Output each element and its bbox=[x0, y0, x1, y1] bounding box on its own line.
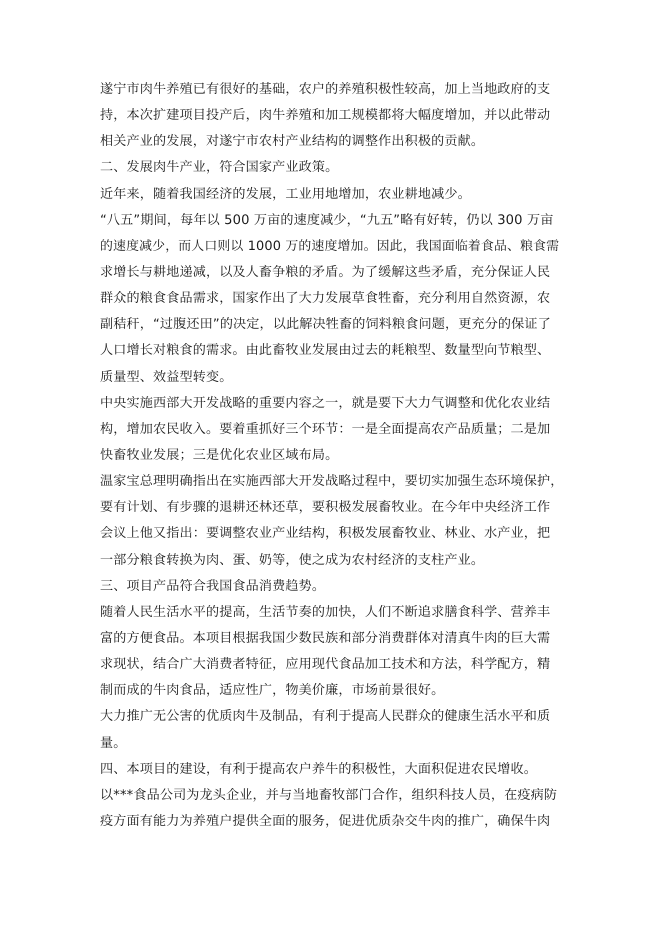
text-line: 持，本次扩建项目投产后，肉牛养殖和加工规模都将大幅度增加，并以此带动 bbox=[100, 108, 551, 124]
document-page bbox=[100, 77, 564, 835]
text-line: 构，增加农民收入。要着重抓好三个环节：一是全面提高农产品质量；二是加 bbox=[100, 421, 551, 437]
text-line: 的速度减少，而人口则以 1000 万的速度增加。因此，我国面临着食品、粮食需 bbox=[100, 238, 560, 254]
text-line: 以***食品公司为龙头企业，并与当地畜牧部门合作，组织科技人员，在疫病防 bbox=[100, 787, 558, 803]
text-line: 要有计划、有步骤的退耕还林还草，要积极发展畜牧业。在今年中央经济工作 bbox=[100, 500, 551, 516]
text-line: 近年来，随着我国经济的发展，工业用地增加，农业耕地减少。 bbox=[100, 186, 471, 202]
text-line: 一部分粮食转换为肉、蛋、奶等，使之成为农村经济的支柱产业。 bbox=[100, 552, 485, 568]
text-line: 疫方面有能力为养殖户提供全面的服务，促进优质杂交牛肉的推广，确保牛肉 bbox=[100, 813, 551, 829]
text-line: 会议上他又指出：要调整农业产业结构，积极发展畜牧业、林业、水产业，把 bbox=[100, 526, 551, 542]
text-line: 随着人民生活水平的提高，生活节奏的加快，人们不断追求膳食科学、营养丰 bbox=[100, 604, 551, 620]
text-line: 温家宝总理明确指出在实施西部大开发战略过程中，要切实加强生态环境保护， bbox=[100, 474, 564, 490]
text-line: 遂宁市肉牛养殖已有很好的基础，农户的养殖积极性较高，加上当地政府的支 bbox=[100, 82, 551, 97]
section-heading-3: 三、项目产品符合我国食品消费趋势。 bbox=[100, 578, 326, 594]
section-heading-4: 四、本项目的建设，有利于提高农户养牛的积极性，大面积促进农民增收。 bbox=[100, 761, 538, 777]
text-line: 群众的粮食食品需求，国家作出了大力发展草食牲畜，充分利用自然资源，农 bbox=[100, 291, 551, 307]
text-line: 人口增长对粮食的需求。由此畜牧业发展由过去的耗粮型、数量型向节粮型、 bbox=[100, 343, 551, 359]
text-line: 富的方便食品。本项目根据我国少数民族和部分消费群体对清真牛肉的巨大需 bbox=[100, 630, 551, 646]
section-heading-2: 二、发展肉牛产业，符合国家产业政策。 bbox=[100, 160, 339, 176]
text-line: 副秸秆，“过腹还田”的决定，以此解决牲畜的饲料粮食问题，更充分的保证了 bbox=[100, 317, 551, 333]
text-line: 求增长与耕地递减，以及人畜争粮的矛盾。为了缓解这些矛盾，充分保证人民 bbox=[100, 264, 551, 280]
text-line: 量。 bbox=[100, 735, 127, 751]
text-line: 质量型、效益型转变。 bbox=[100, 369, 233, 385]
text-line: 大力推广无公害的优质肉牛及制品，有利于提高人民群众的健康生活水平和质 bbox=[100, 709, 551, 725]
text-line: 相关产业的发展，对遂宁市农村产业结构的调整作出积极的贡献。 bbox=[100, 134, 485, 150]
text-line: “八五”期间，每年以 500 万亩的速度减少，“九五”略有好转，仍以 300 万亩 bbox=[100, 212, 554, 228]
text-line: 求现状，结合广大消费者特征，应用现代食品加工技术和方法，科学配方，精 bbox=[100, 657, 551, 673]
text-line: 快畜牧业发展；三是优化农业区域布局。 bbox=[100, 447, 339, 463]
text-line: 制而成的牛肉食品，适应性广，物美价廉，市场前景很好。 bbox=[100, 683, 445, 699]
text-line: 中央实施西部大开发战略的重要内容之一，就是要下大力气调整和优化农业结 bbox=[100, 395, 551, 411]
